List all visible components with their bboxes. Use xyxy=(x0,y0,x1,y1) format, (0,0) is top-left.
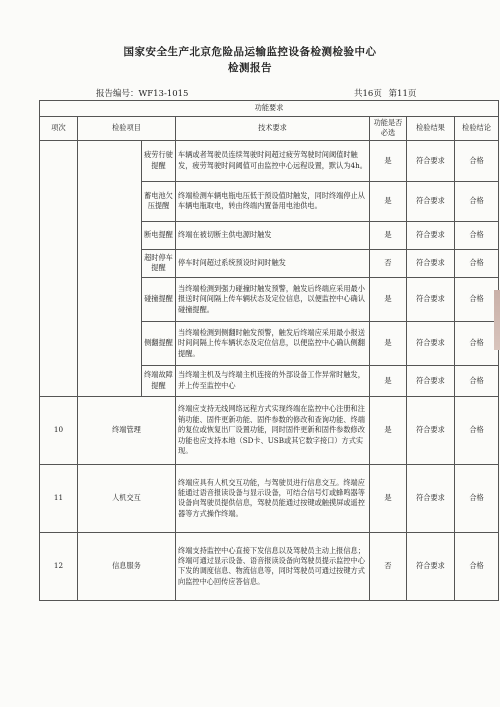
org-title: 国家安全生产北京危险品运输监控设备检测检验中心 xyxy=(123,46,377,58)
item-index: 11 xyxy=(40,464,78,532)
mandatory-cell: 是 xyxy=(370,277,407,321)
mandatory-cell: 是 xyxy=(370,140,407,181)
conclusion-cell: 合格 xyxy=(455,365,499,396)
result-cell: 符合要求 xyxy=(407,464,455,532)
header-row xyxy=(40,117,499,141)
conclusion-cell: 合格 xyxy=(455,321,499,365)
page-edge-stamp xyxy=(494,290,500,350)
mandatory-cell: 否 xyxy=(370,249,407,277)
result-cell: 符合要求 xyxy=(407,140,455,181)
conclusion-cell: 合格 xyxy=(455,464,499,532)
item-name: 人机交互 xyxy=(78,464,176,532)
subitem-name: 终端故障提醒 xyxy=(142,365,176,396)
mandatory-cell: 是 xyxy=(370,464,407,532)
mandatory-cell: 是 xyxy=(370,396,407,464)
table-row xyxy=(40,532,499,600)
requirement-cell: 车辆或者驾驶员连续驾驶时间超过疲劳驾驶时间阈值时触发，疲劳驾驶时间阈值可由监控中心远程设置，默认为4h。 xyxy=(176,140,370,181)
mandatory-cell: 是 xyxy=(370,181,407,221)
mandatory-cell: 是 xyxy=(370,221,407,249)
conclusion-cell: 合格 xyxy=(455,396,499,464)
empty-index-cell xyxy=(40,140,78,396)
result-cell: 符合要求 xyxy=(407,321,455,365)
requirement-cell: 终端检测车辆电瓶电压低于预设值时触发，同时终端停止从车辆电瓶取电，转由终端内置备用电池供电。 xyxy=(176,181,370,221)
result-cell: 符合要求 xyxy=(407,396,455,464)
subitem-name: 侧翻提醒 xyxy=(142,321,176,365)
requirement-cell: 终端应具有人机交互功能，与驾驶员进行信息交互。终端应能通过语音报读设备与显示设备，可结合信号灯或蜂鸣器等设备向驾驶员提供信息，驾驶员能通过按键或触摸屏或遥控器等方式操作终端。 xyxy=(176,464,370,532)
result-cell: 符合要求 xyxy=(407,181,455,221)
requirement-cell: 当终端检测到侧翻时触发预警，触发后终端应采用最小报送时间间隔上传车辆状态及定位信息，以便监控中心确认侧翻提醒。 xyxy=(176,321,370,365)
requirement-cell: 终端支持监控中心直接下发信息以及驾驶员主动上报信息；终端可通过显示设备、语音报读设备向驾驶员提示监控中心下发的调度信息、物流信息等，同时驾驶员可通过按键方式向监控中心回传应答信息。 xyxy=(176,532,370,600)
table-row xyxy=(40,396,499,464)
item-index: 10 xyxy=(40,396,78,464)
subitem-name: 疲劳行驶提醒 xyxy=(142,140,176,181)
requirement-cell: 当终端主机及与终端主机连接的外部设备工作异常时触发，并上传至监控中心 xyxy=(176,365,370,396)
subitem-name: 碰撞提醒 xyxy=(142,277,176,321)
result-cell: 符合要求 xyxy=(407,249,455,277)
col-header-result: 检验结果 xyxy=(407,117,455,141)
conclusion-cell: 合格 xyxy=(455,532,499,600)
section-title: 功能要求 xyxy=(40,101,499,117)
current-page: 第11页 xyxy=(388,89,417,99)
requirement-cell: 终端应支持无线网络远程方式实现终端在监控中心注册和注销功能、固件更新功能、固件参数的修改和查询功能、终端的复位或恢复出厂设置功能，同时固件更新和固件参数修改功能也应支持本地（SD卡、USB或其它数字接口）方式实现。 xyxy=(176,396,370,464)
report-number xyxy=(96,87,188,99)
item-name: 终端管理 xyxy=(78,396,176,464)
subitem-name: 超时停车提醒 xyxy=(142,249,176,277)
conclusion-cell: 合格 xyxy=(455,140,499,181)
conclusion-cell: 合格 xyxy=(455,221,499,249)
col-header-mandatory: 功能是否必选 xyxy=(370,117,407,141)
item-index: 12 xyxy=(40,532,78,600)
mandatory-cell: 否 xyxy=(370,532,407,600)
table-row xyxy=(40,140,499,181)
col-header-conclusion: 检验结论 xyxy=(455,117,499,141)
total-pages: 共16页 xyxy=(354,89,382,99)
subitem-name: 断电提醒 xyxy=(142,221,176,249)
section-row xyxy=(40,101,499,117)
page-indicator xyxy=(354,87,420,99)
mandatory-cell: 是 xyxy=(370,321,407,365)
empty-item-cell xyxy=(78,140,142,396)
result-cell: 符合要求 xyxy=(407,221,455,249)
conclusion-cell: 合格 xyxy=(455,249,499,277)
result-cell: 符合要求 xyxy=(407,532,455,600)
item-name: 信息服务 xyxy=(78,532,176,600)
result-cell: 符合要求 xyxy=(407,277,455,321)
requirement-cell: 当终端检测到强力碰撞时触发预警，触发后终端应采用最小报送时间间隔上传车辆状态及定位信息，以便监控中心确认碰撞提醒。 xyxy=(176,277,370,321)
doc-title: 检测报告 xyxy=(228,62,272,74)
col-header-item: 检验项目 xyxy=(78,117,176,141)
report-number-label: 报告编号： xyxy=(96,89,139,99)
col-header-index: 项次 xyxy=(40,117,78,141)
mandatory-cell: 是 xyxy=(370,365,407,396)
conclusion-cell: 合格 xyxy=(455,277,499,321)
requirement-cell: 停车时间超过系统预设时间时触发 xyxy=(176,249,370,277)
requirements-table xyxy=(39,100,499,601)
col-header-requirement: 技术要求 xyxy=(176,117,370,141)
subitem-name: 蓄电池欠压提醒 xyxy=(142,181,176,221)
conclusion-cell: 合格 xyxy=(455,181,499,221)
report-number-value: WF13-1015 xyxy=(138,89,189,99)
table-row xyxy=(40,464,499,532)
result-cell: 符合要求 xyxy=(407,365,455,396)
requirement-cell: 终端在被切断主供电源时触发 xyxy=(176,221,370,249)
